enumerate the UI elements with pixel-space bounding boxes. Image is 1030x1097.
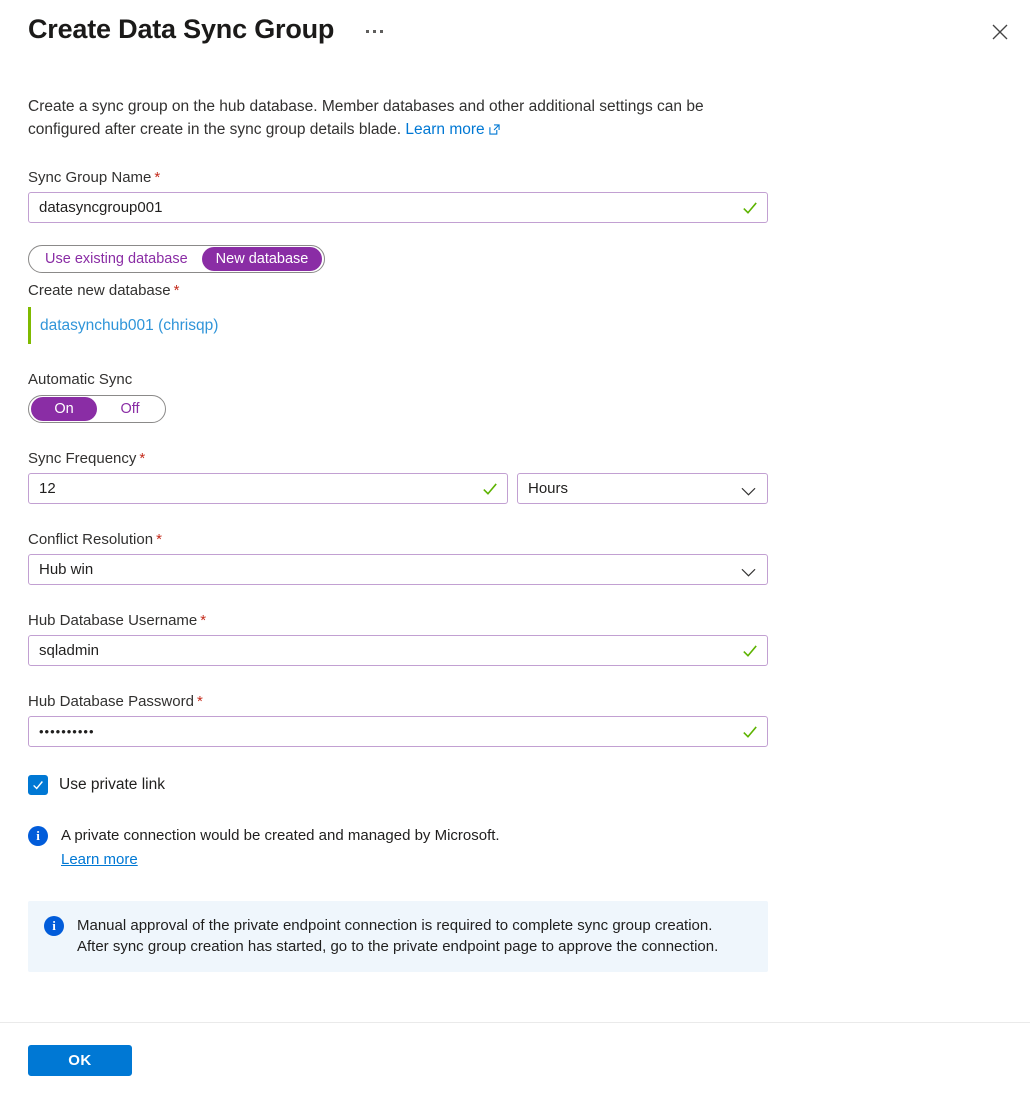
automatic-sync-off-option[interactable]: Off [120,401,140,417]
required-asterisk: * [139,450,146,467]
sync-group-name-label: Sync Group Name * [28,169,161,186]
use-private-link-label: Use private link [59,776,165,793]
create-new-database-field [28,282,768,344]
use-existing-database-option[interactable]: Use existing database [45,251,188,267]
create-new-database-label: Create new database * [28,282,180,299]
automatic-sync-field [28,371,768,423]
hub-database-username-input[interactable] [29,636,767,665]
conflict-resolution-field [28,531,768,585]
chevron-down-icon [741,565,756,583]
ok-button[interactable]: OK [28,1045,132,1076]
required-asterisk: * [196,693,203,710]
more-options-icon[interactable] [366,30,383,33]
close-icon[interactable] [988,20,1012,44]
checkbox-check-icon [28,775,48,795]
checkmark-icon [741,642,759,665]
info-icon: i [28,826,48,846]
checkmark-icon [741,723,759,746]
page-title: Create Data Sync Group [28,14,335,44]
sync-frequency-label: Sync Frequency * [28,450,146,467]
description-text: Create a sync group on the hub database. Member databases and other additional settings can be configured after create in the sync group details blade. [28,98,704,138]
conflict-resolution-dropdown[interactable]: Hub win [28,554,768,585]
sync-group-name-input[interactable] [29,193,767,222]
manual-approval-text: Manual approval of the private endpoint connection is required to complete sync group creation. After sync group creation has started, go to the private endpoint page to approve the connection. [77,917,719,955]
checkmark-icon [741,199,759,222]
sync-frequency-field [28,450,768,504]
blade-footer [0,1022,1030,1097]
required-asterisk: * [156,531,162,548]
database-mode-toggle [28,245,768,273]
required-asterisk: * [154,169,161,186]
selection-accent-bar [28,307,31,344]
required-asterisk: * [173,282,180,299]
conflict-resolution-label: Conflict Resolution * [28,531,162,548]
sync-frequency-input[interactable] [29,474,507,503]
learn-more-link[interactable]: Learn more [405,121,485,138]
external-link-icon [489,119,500,142]
hub-database-username-label: Hub Database Username * [28,612,207,629]
hub-database-password-input[interactable] [29,717,767,746]
private-connection-learn-more-link[interactable]: Learn more [61,851,138,868]
private-connection-text: A private connection would be created and managed by Microsoft. [61,827,500,844]
sync-frequency-unit-dropdown[interactable]: Hours [517,473,768,504]
info-icon: i [44,916,64,936]
use-private-link-checkbox[interactable] [28,775,768,795]
automatic-sync-on-option[interactable]: On [31,397,97,421]
blade-description [28,95,768,142]
private-connection-notice [28,826,768,870]
hub-database-username-field [28,612,768,666]
new-database-link[interactable]: datasynchub001 (chrisqp) [40,316,219,334]
required-asterisk: * [200,612,207,629]
chevron-down-icon [741,484,756,502]
checkmark-icon [481,480,499,503]
sync-group-name-field [28,169,768,223]
blade-header [0,0,1030,45]
new-database-option[interactable]: New database [202,247,323,271]
automatic-sync-label: Automatic Sync [28,371,133,388]
manual-approval-infobox [28,901,768,972]
hub-database-password-label: Hub Database Password * [28,693,203,710]
hub-database-password-field [28,693,768,747]
